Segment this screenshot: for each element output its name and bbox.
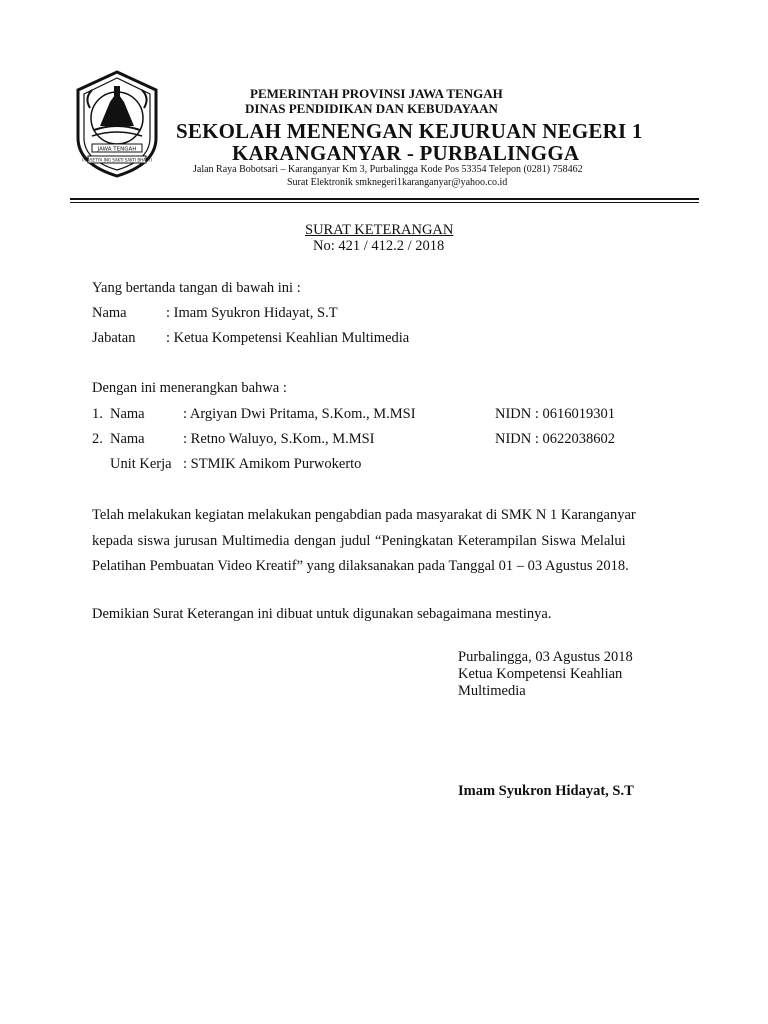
signer-title-line-2: Multimedia — [458, 683, 526, 699]
header-department-line: DINAS PENDIDIKAN DAN KEBUDAYAAN — [245, 101, 498, 116]
person-2-nidn: NIDN : 0622038602 — [495, 431, 616, 447]
svg-text:JAWA TENGAH: JAWA TENGAH — [97, 146, 137, 153]
signer-position-value: : Ketua Kompetensi Keahlian Multimedia — [166, 330, 410, 346]
person-2-number: 2. — [92, 431, 103, 447]
paragraph-line-2: kepada siswa jurusan Multimedia dengan judul “Peningkatan Keterampilan Siswa Melalui — [92, 533, 626, 549]
person-1-name: : Argiyan Dwi Pritama, S.Kom., M.MSI — [183, 406, 416, 422]
signer-title-line-1: Ketua Kompetensi Keahlian — [458, 666, 623, 682]
header-divider-thin — [70, 202, 699, 203]
closing-text: Demikian Surat Keterangan ini dibuat untuk digunakan sebagaimana mestinya. — [92, 606, 552, 622]
header-school-name: SEKOLAH MENENGAN KEJURUAN NEGERI 1 — [176, 119, 643, 143]
person-1-label: Nama — [110, 406, 145, 422]
svg-text:PRASETYA ING SAKTI SAKTI BHAKT: PRASETYA ING SAKTI SAKTI BHAKTI — [82, 157, 152, 163]
header-divider-thick — [70, 198, 699, 200]
letter-number: No: 421 / 412.2 / 2018 — [313, 238, 445, 254]
intro-text: Yang bertanda tangan di bawah ini : — [92, 280, 301, 296]
statement-text: Dengan ini menerangkan bahwa : — [92, 380, 287, 396]
header-address: Jalan Raya Bobotsari – Karanganyar Km 3, Purbalingga Kode Pos 53354 Telepon (0281) 758462 — [193, 164, 583, 175]
signer-name-value: : Imam Syukron Hidayat, S.T — [166, 305, 338, 321]
header-email: Surat Elektronik smknegeri1karanganyar@yahoo.co.id — [287, 177, 508, 188]
letter-title: SURAT KETERANGAN — [305, 222, 454, 238]
signer-name: Imam Syukron Hidayat, S.T — [458, 783, 634, 799]
person-2-name: : Retno Waluyo, S.Kom., M.MSI — [183, 431, 375, 447]
person-1-number: 1. — [92, 406, 103, 422]
signer-name-label: Nama — [92, 305, 127, 321]
unit-label: Unit Kerja — [110, 456, 172, 472]
provincial-emblem-logo — [70, 68, 164, 180]
unit-value: : STMIK Amikom Purwokerto — [183, 456, 362, 472]
person-2-label: Nama — [110, 431, 145, 447]
paragraph-line-1: Telah melakukan kegiatan melakukan pengabdian pada masyarakat di SMK N 1 Karanganyar — [92, 507, 636, 523]
paragraph-line-3: Pelatihan Pembuatan Video Kreatif” yang dilaksanakan pada Tanggal 01 – 03 Agustus 2018. — [92, 558, 629, 574]
signer-position-label: Jabatan — [92, 330, 136, 346]
header-government-line: PEMERINTAH PROVINSI JAWA TENGAH — [250, 86, 503, 101]
place-date: Purbalingga, 03 Agustus 2018 — [458, 649, 633, 665]
header-school-location: KARANGANYAR - PURBALINGGA — [232, 141, 580, 165]
person-1-nidn: NIDN : 0616019301 — [495, 406, 616, 422]
